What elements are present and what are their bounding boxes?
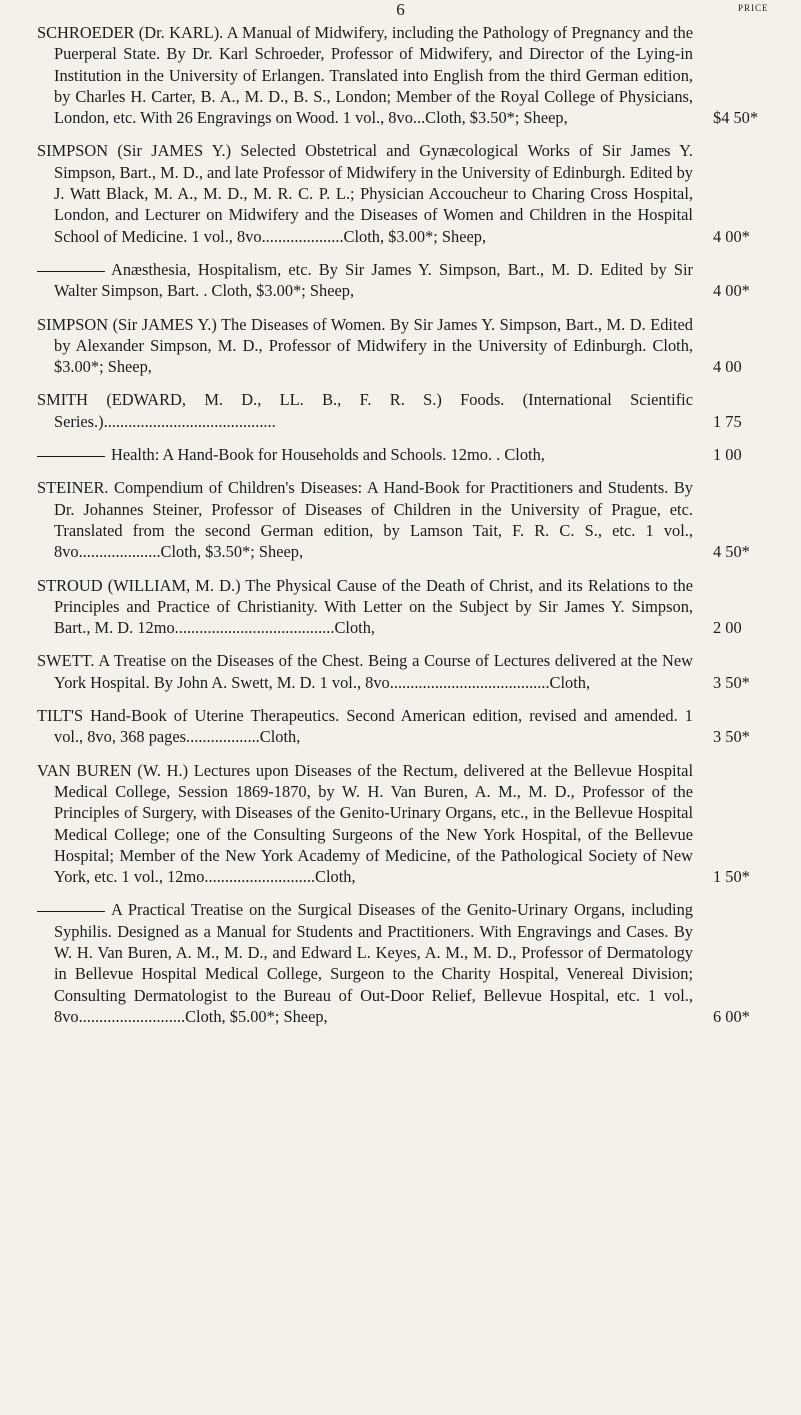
ditto-dash bbox=[37, 456, 105, 457]
entry-text: Anæsthesia, Hospitalism, etc. By Sir James Y. Simpson, Bart., M. D. Edited by Sir Walter Simpson, Bart. . Cloth, $3.00*; Sheep, bbox=[54, 259, 693, 301]
entry-price: 3 50* bbox=[713, 672, 750, 692]
catalog-entry bbox=[0, 314, 801, 378]
entry-text: STROUD (WILLIAM, M. D.) The Physical Cause of the Death of Christ, and its Relations to the Principles and Practice of Christianity. With Letter on the Subject by Sir James Y. Simpson, Bart., M. D. 12mo.......................................Cloth, bbox=[37, 575, 693, 638]
entry-text: SIMPSON (Sir JAMES Y.) Selected Obstetrical and Gynæcological Works of Sir James Y. Simpson, Bart., M. D., and late Professor of Midwifery in the University of Edinburgh. Edited by J. Watt Black, M. A., M. D., M. R. C. P. L.; Physician Accoucheur to Charing Cross Hospital, London, and Lecturer on Midwifery and the Diseases of Women and Children in the Hospital School of Medicine. 1 vol., 8vo....................Cloth, $3.00*; Sheep, bbox=[37, 141, 693, 246]
entry-price: 6 00* bbox=[713, 1006, 750, 1026]
entry-text: SIMPSON (Sir JAMES Y.) The Diseases of Women. By Sir James Y. Simpson, Bart., M. D. Edited by Alexander Simpson, M. D., Professor of Midwifery in the University of Edinburgh. Cloth, $3.00*; Sheep, bbox=[37, 314, 693, 377]
catalog-entry bbox=[0, 575, 801, 639]
catalog-entry bbox=[0, 650, 801, 693]
entry-price: 3 50* bbox=[713, 727, 750, 747]
entry-text: SWETT. A Treatise on the Diseases of the Chest. Being a Course of Lectures delivered at the New York Hospital. By John A. Swett, M. D. 1 vol., 8vo.......................................Cloth, bbox=[37, 651, 693, 692]
entry-text: Health: A Hand-Book for Households and Schools. 12mo. . Cloth, bbox=[111, 445, 545, 465]
catalog-entry bbox=[0, 705, 801, 748]
entry-price: 1 00 bbox=[713, 445, 742, 465]
entry-price: 1 50* bbox=[713, 867, 750, 887]
entry-text: STEINER. Compendium of Children's Diseases: A Hand-Book for Practitioners and Students. By Dr. Johannes Steiner, Professor of Diseases of Children in the University of Prague, etc. Translated from the second German edition, by Lamson Tait, F. R. C. S., etc. 1 vol., 8vo....................Cloth, $3.50*; Sheep, bbox=[37, 478, 693, 562]
catalog-entries bbox=[0, 22, 801, 1039]
catalog-entry-continuation bbox=[0, 259, 801, 302]
catalog-entry bbox=[0, 477, 801, 562]
entry-price: 4 00* bbox=[713, 226, 750, 246]
entry-price: 1 75 bbox=[713, 411, 742, 431]
entry-text: TILT'S Hand-Book of Uterine Therapeutics. Second American edition, revised and amended. 1 vol., 8vo, 368 pages..................Cloth, bbox=[37, 706, 693, 747]
ditto-dash bbox=[37, 911, 105, 912]
entry-text: SMITH (EDWARD, M. D., LL. B., F. R. S.) Foods. (International Scientific Series.).......................................... bbox=[37, 390, 693, 431]
catalog-entry bbox=[0, 389, 801, 432]
catalog-entry bbox=[0, 22, 801, 128]
entry-text: A Practical Treatise on the Surgical Diseases of the Genito-Urinary Organs, including Syphilis. Designed as a Manual for Students and Practitioners. With Engravings and Cases. By W. H. Van Buren, A. M., M. D., and Edward L. Keyes, A. M., M. D., Professor of Dermatology in Bellevue Hospital Medical College, Surgeon to the Charity Hospital, Venereal Division; Consulting Dermatologist to the Bureau of Out-Door Relief, Bellevue Hospital, etc. 1 vol., 8vo..........................Cloth, $5.00*; Sheep, bbox=[54, 900, 693, 1026]
entry-price: 2 00 bbox=[713, 618, 742, 638]
entry-price: 4 00* bbox=[713, 281, 750, 301]
catalog-entry-continuation bbox=[0, 899, 801, 1027]
catalog-entry-continuation bbox=[0, 444, 801, 465]
price-column-header: PRICE bbox=[738, 3, 769, 13]
entry-text: SCHROEDER (Dr. KARL). A Manual of Midwifery, including the Pathology of Pregnancy and the Puerperal State. By Dr. Karl Schroeder, Professor of Midwifery, and Director of the Lying-in Institution in the University of Erlangen. Translated into English from the third German edition, by Charles H. Carter, B. A., M. D., B. S., London; Member of the Royal College of Physicians, London, etc. With 26 Engravings on Wood. 1 vol., 8vo...Cloth, $3.50*; Sheep, bbox=[37, 23, 693, 128]
entry-price: $4 50* bbox=[713, 108, 759, 128]
ditto-dash bbox=[37, 271, 105, 272]
entry-text: VAN BUREN (W. H.) Lectures upon Diseases of the Rectum, delivered at the Bellevue Hospital Medical College, Session 1869-1870, by W. H. Van Buren, A. M., M. D., Professor of the Principles of Surgery, with Diseases of the Genito-Urinary Organs, etc., in the Bellevue Hospital Medical College; one of the Consulting Surgeons of the New York Hospital, of the Bellevue Hospital; Member of the New York Academy of Medicine, of the Pathological Society of New York, etc. 1 vol., 12mo...........................Cloth, bbox=[37, 760, 693, 887]
page-number: 6 bbox=[396, 0, 405, 19]
entry-price: 4 50* bbox=[713, 542, 750, 562]
entry-price: 4 00 bbox=[713, 357, 742, 377]
catalog-entry bbox=[0, 760, 801, 888]
catalog-entry bbox=[0, 140, 801, 246]
